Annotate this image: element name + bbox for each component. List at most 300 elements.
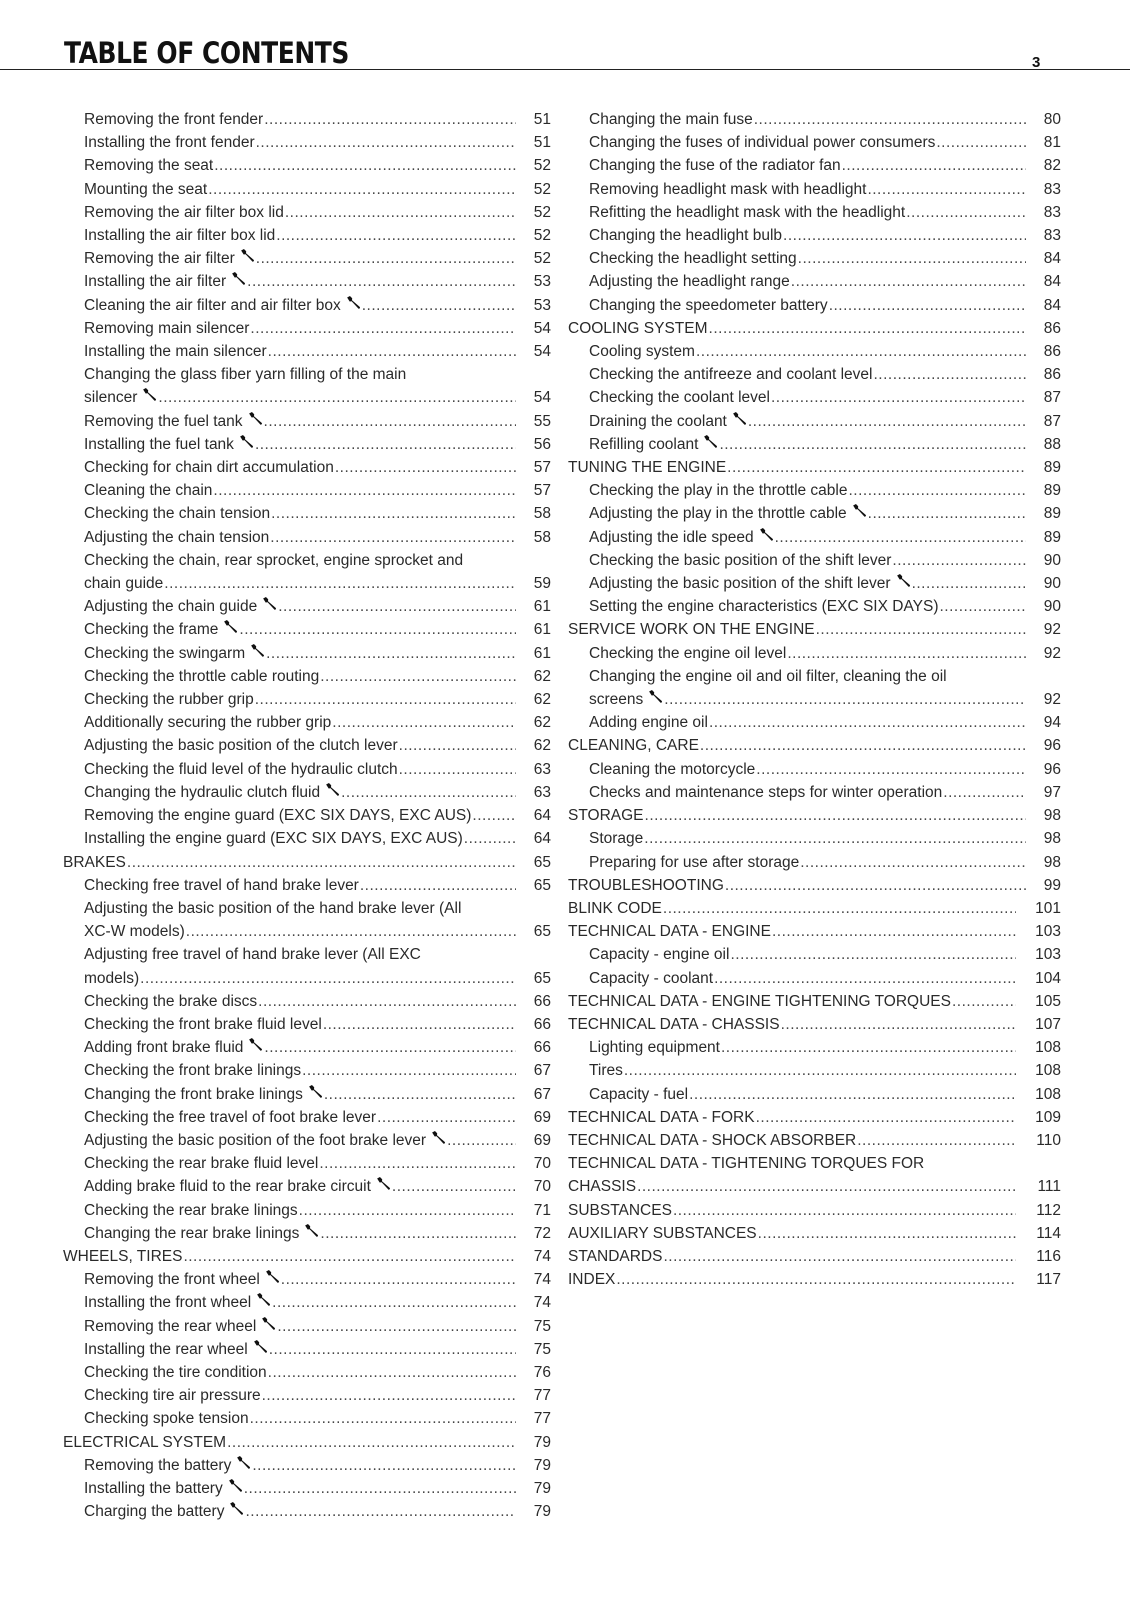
toc-entry[interactable] bbox=[568, 154, 1061, 177]
toc-entry[interactable] bbox=[63, 549, 551, 595]
toc-entry-page: 63 bbox=[533, 760, 551, 778]
dot-leader bbox=[867, 178, 1026, 201]
dot-leader bbox=[227, 1431, 516, 1454]
wrench-icon bbox=[142, 387, 157, 402]
toc-entry-page: 70 bbox=[533, 1178, 551, 1196]
toc-entry[interactable] bbox=[568, 642, 1061, 665]
toc-entry-page: 75 bbox=[533, 1317, 551, 1335]
toc-entry-label: Checking the swingarm bbox=[84, 644, 246, 662]
toc-entry-label: STANDARDS bbox=[568, 1247, 663, 1265]
toc-entry[interactable] bbox=[63, 1036, 551, 1059]
toc-entry-page: 110 bbox=[1036, 1131, 1061, 1149]
page-title: TABLE OF CONTENTS bbox=[64, 36, 349, 70]
dot-leader bbox=[616, 1268, 1016, 1291]
toc-entry[interactable] bbox=[568, 363, 1061, 386]
toc-entry[interactable] bbox=[63, 1222, 551, 1245]
dot-leader bbox=[319, 1152, 516, 1175]
toc-entry-label: Adjusting the chain tension bbox=[84, 528, 270, 546]
toc-entry[interactable] bbox=[568, 1083, 1061, 1106]
toc-entry[interactable] bbox=[63, 1454, 551, 1477]
toc-entry-page: 55 bbox=[533, 412, 551, 430]
toc-section-entry[interactable] bbox=[568, 1245, 1061, 1268]
toc-entry[interactable] bbox=[568, 595, 1061, 618]
wrench-icon bbox=[250, 643, 265, 658]
toc-entry-label-line1: Changing the glass fiber yarn filling of the main bbox=[84, 366, 407, 384]
dot-leader bbox=[787, 642, 1026, 665]
toc-entry-label: Installing the front wheel bbox=[84, 1294, 252, 1312]
toc-entry-label: Mounting the seat bbox=[84, 180, 208, 198]
toc-section-entry[interactable] bbox=[568, 1013, 1061, 1036]
toc-entry-label: Adjusting the basic position of the shift lever bbox=[589, 575, 891, 593]
toc-entry-page: 98 bbox=[1043, 853, 1061, 871]
toc-entry-label: Removing main silencer bbox=[84, 319, 250, 337]
toc-section-entry[interactable] bbox=[568, 920, 1061, 943]
toc-entry[interactable] bbox=[568, 758, 1061, 781]
dot-leader bbox=[912, 572, 1026, 595]
toc-entry[interactable] bbox=[63, 595, 551, 618]
toc-entry-label: SUBSTANCES bbox=[568, 1201, 672, 1219]
toc-entry-page: 52 bbox=[533, 227, 551, 245]
dot-leader bbox=[277, 1315, 516, 1338]
toc-entry-page: 79 bbox=[533, 1479, 551, 1497]
dot-leader bbox=[255, 688, 516, 711]
dot-leader bbox=[258, 990, 516, 1013]
toc-entry[interactable] bbox=[568, 711, 1061, 734]
dot-leader bbox=[791, 270, 1026, 293]
wrench-icon bbox=[229, 1501, 244, 1516]
toc-entry-label: Checking the coolant level bbox=[589, 389, 770, 407]
toc-entry[interactable] bbox=[63, 1500, 551, 1523]
toc-entry[interactable] bbox=[63, 758, 551, 781]
toc-entry[interactable] bbox=[568, 781, 1061, 804]
toc-section-entry[interactable] bbox=[568, 874, 1061, 897]
toc-entry-label: TECHNICAL DATA - ENGINE TIGHTENING TORQUES bbox=[568, 992, 951, 1010]
dot-leader bbox=[320, 1222, 516, 1245]
toc-entry-label: STORAGE bbox=[568, 807, 644, 825]
toc-entry[interactable] bbox=[63, 178, 551, 201]
toc-entry[interactable] bbox=[63, 665, 551, 688]
toc-entry-label: Removing the front fender bbox=[84, 111, 264, 128]
toc-section-entry[interactable] bbox=[568, 1106, 1061, 1129]
dot-leader bbox=[255, 433, 516, 456]
toc-entry[interactable] bbox=[63, 479, 551, 502]
toc-entry-label: ELECTRICAL SYSTEM bbox=[63, 1433, 227, 1451]
dot-leader bbox=[266, 642, 516, 665]
toc-entry-page: 108 bbox=[1035, 1039, 1061, 1057]
wrench-icon bbox=[253, 1339, 268, 1354]
toc-entry[interactable] bbox=[568, 247, 1061, 270]
dot-leader bbox=[285, 201, 516, 224]
toc-entry[interactable] bbox=[568, 851, 1061, 874]
toc-entry[interactable] bbox=[63, 897, 551, 943]
toc-entry-page: 62 bbox=[533, 691, 551, 709]
toc-entry[interactable] bbox=[63, 1268, 551, 1291]
toc-entry[interactable] bbox=[568, 178, 1061, 201]
toc-entry-page: 104 bbox=[1035, 969, 1061, 987]
toc-entry[interactable] bbox=[63, 456, 551, 479]
toc-section-entry[interactable] bbox=[568, 1129, 1061, 1152]
toc-entry-label: Installing the battery bbox=[84, 1479, 223, 1497]
toc-entry-label: Tires bbox=[589, 1062, 623, 1080]
toc-section-entry[interactable] bbox=[568, 734, 1061, 757]
dot-leader bbox=[748, 410, 1026, 433]
toc-entry[interactable] bbox=[63, 270, 551, 293]
dot-leader bbox=[269, 1338, 516, 1361]
toc-entry-page: 51 bbox=[533, 134, 551, 152]
dot-leader bbox=[943, 781, 1026, 804]
toc-entry[interactable] bbox=[63, 294, 551, 317]
toc-entry-label: Checking the rubber grip bbox=[84, 691, 254, 709]
toc-entry-page: 116 bbox=[1036, 1247, 1061, 1265]
dot-leader bbox=[140, 967, 516, 990]
toc-entry[interactable] bbox=[63, 781, 551, 804]
toc-entry[interactable] bbox=[568, 526, 1061, 549]
toc-entry-page: 108 bbox=[1035, 1062, 1061, 1080]
toc-section-entry[interactable] bbox=[63, 1245, 551, 1268]
dot-leader bbox=[250, 1407, 516, 1430]
dot-leader bbox=[392, 1175, 516, 1198]
toc-entry-page: 65 bbox=[533, 876, 551, 894]
toc-entry-label: TECHNICAL DATA - SHOCK ABSORBER bbox=[568, 1131, 857, 1149]
toc-entry-page: 84 bbox=[1043, 296, 1061, 314]
wrench-icon bbox=[703, 434, 718, 449]
toc-section-entry[interactable] bbox=[568, 1268, 1061, 1291]
toc-entry-page: 74 bbox=[533, 1247, 551, 1265]
toc-entry-page: 82 bbox=[1043, 157, 1061, 175]
toc-entry-label: Changing the speedometer battery bbox=[589, 296, 828, 314]
toc-entry-label: models) bbox=[84, 969, 140, 987]
toc-entry-page: 117 bbox=[1036, 1271, 1061, 1289]
toc-entry[interactable] bbox=[63, 502, 551, 525]
toc-entry-label: Checking the headlight setting bbox=[589, 250, 797, 268]
toc-entry-label: Charging the battery bbox=[84, 1503, 225, 1521]
toc-entry-label: Setting the engine characteristics (EXC SIX DAYS) bbox=[589, 598, 939, 616]
dot-leader bbox=[360, 874, 516, 897]
toc-entry-label: screens bbox=[589, 691, 644, 709]
toc-entry[interactable] bbox=[63, 340, 551, 363]
wrench-icon bbox=[325, 782, 340, 797]
dot-leader bbox=[377, 1106, 516, 1129]
toc-entry-label: Checking the chain tension bbox=[84, 505, 271, 523]
dot-leader bbox=[362, 294, 516, 317]
dot-leader bbox=[164, 572, 516, 595]
toc-entry[interactable] bbox=[568, 549, 1061, 572]
toc-entry[interactable] bbox=[63, 201, 551, 224]
dot-leader bbox=[775, 526, 1026, 549]
dot-leader bbox=[637, 1175, 1016, 1198]
dot-leader bbox=[244, 1477, 516, 1500]
toc-entry[interactable] bbox=[568, 502, 1061, 525]
toc-entry[interactable] bbox=[568, 433, 1061, 456]
toc-entry[interactable] bbox=[63, 1384, 551, 1407]
toc-entry-label: BRAKES bbox=[63, 853, 126, 871]
wrench-icon bbox=[261, 1316, 276, 1331]
toc-entry[interactable] bbox=[568, 943, 1061, 966]
dot-leader bbox=[281, 1268, 516, 1291]
dot-leader bbox=[341, 781, 516, 804]
dot-leader bbox=[756, 758, 1026, 781]
dot-leader bbox=[798, 247, 1026, 270]
toc-entry[interactable] bbox=[568, 201, 1061, 224]
toc-entry[interactable] bbox=[63, 688, 551, 711]
toc-section-entry[interactable] bbox=[568, 897, 1061, 920]
toc-entry[interactable] bbox=[63, 827, 551, 850]
toc-entry[interactable] bbox=[63, 1013, 551, 1036]
toc-entry-label: Checking the free travel of foot brake lever bbox=[84, 1108, 377, 1126]
toc-entry-page: 56 bbox=[533, 435, 551, 453]
toc-entry[interactable] bbox=[568, 479, 1061, 502]
toc-entry-page: 103 bbox=[1035, 946, 1061, 964]
toc-entry[interactable] bbox=[63, 526, 551, 549]
toc-section-entry[interactable] bbox=[568, 1199, 1061, 1222]
toc-entry-label: Installing the air filter bbox=[84, 273, 227, 291]
toc-entry[interactable] bbox=[568, 1036, 1061, 1059]
toc-entry[interactable] bbox=[568, 967, 1061, 990]
toc-entry-page: 59 bbox=[533, 575, 551, 593]
dot-leader bbox=[264, 1036, 516, 1059]
toc-entry[interactable] bbox=[63, 1152, 551, 1175]
toc-section-entry[interactable] bbox=[568, 618, 1061, 641]
dot-leader bbox=[183, 1245, 516, 1268]
toc-entry[interactable] bbox=[63, 1361, 551, 1384]
toc-entry-label: Checking the rear brake linings bbox=[84, 1201, 298, 1219]
toc-entry[interactable] bbox=[63, 1407, 551, 1430]
toc-entry-page: 69 bbox=[533, 1108, 551, 1126]
toc-entry-label: AUXILIARY SUBSTANCES bbox=[568, 1224, 757, 1242]
wrench-icon bbox=[732, 411, 747, 426]
toc-entry[interactable] bbox=[63, 154, 551, 177]
toc-entry-label: silencer bbox=[84, 389, 138, 407]
toc-entry-page: 57 bbox=[533, 459, 551, 477]
dot-leader bbox=[278, 595, 516, 618]
dot-leader bbox=[239, 618, 516, 641]
toc-entry-label: CHASSIS bbox=[568, 1178, 637, 1196]
toc-entry-label: Checking spoke tension bbox=[84, 1410, 249, 1428]
toc-entry-label: Adjusting the basic position of the clutch lever bbox=[84, 737, 398, 755]
toc-entry-label: Cooling system bbox=[589, 343, 695, 361]
toc-entry-label: Capacity - coolant bbox=[589, 969, 714, 987]
toc-entry-page: 54 bbox=[533, 343, 551, 361]
toc-entry[interactable] bbox=[568, 108, 1061, 131]
dot-leader bbox=[272, 1291, 516, 1314]
toc-entry-page: 52 bbox=[533, 203, 551, 221]
toc-section-entry[interactable] bbox=[568, 1152, 1061, 1198]
toc-entry-page: 54 bbox=[533, 389, 551, 407]
toc-entry[interactable] bbox=[63, 990, 551, 1013]
toc-entry-label: Changing the main fuse bbox=[589, 111, 753, 128]
toc-entry-page: 65 bbox=[533, 853, 551, 871]
toc-entry-label: Lighting equipment bbox=[589, 1039, 720, 1057]
toc-entry[interactable] bbox=[63, 433, 551, 456]
dot-leader bbox=[247, 270, 516, 293]
toc-entry-label: Checking the front brake fluid level bbox=[84, 1015, 322, 1033]
toc-entry-page: 90 bbox=[1043, 575, 1061, 593]
toc-section-entry[interactable] bbox=[568, 1222, 1061, 1245]
toc-entry-page: 76 bbox=[533, 1363, 551, 1381]
dot-leader bbox=[663, 897, 1016, 920]
toc-entry-label: Installing the main silencer bbox=[84, 343, 267, 361]
wrench-icon bbox=[231, 271, 246, 286]
toc-entry[interactable] bbox=[568, 386, 1061, 409]
toc-section-entry[interactable] bbox=[568, 804, 1061, 827]
toc-entry-label: Changing the headlight bulb bbox=[589, 227, 783, 245]
toc-entry-page: 70 bbox=[533, 1155, 551, 1173]
toc-entry[interactable] bbox=[63, 1106, 551, 1129]
toc-entry-page: 109 bbox=[1035, 1108, 1061, 1126]
wrench-icon bbox=[759, 527, 774, 542]
toc-entry-page: 51 bbox=[533, 111, 551, 128]
toc-entry[interactable] bbox=[63, 1083, 551, 1106]
toc-entry-label-line1: TECHNICAL DATA - TIGHTENING TORQUES FOR bbox=[568, 1155, 925, 1173]
toc-entry-page: 89 bbox=[1043, 505, 1061, 523]
dot-leader bbox=[849, 479, 1027, 502]
dot-leader bbox=[271, 502, 516, 525]
toc-entry[interactable] bbox=[63, 711, 551, 734]
toc-entry[interactable] bbox=[63, 224, 551, 247]
dot-leader bbox=[939, 595, 1026, 618]
toc-entry-label: Checking tire air pressure bbox=[84, 1387, 261, 1405]
toc-entry-label: Removing the seat bbox=[84, 157, 214, 175]
toc-section-entry[interactable] bbox=[63, 851, 551, 874]
toc-section-entry[interactable] bbox=[63, 1431, 551, 1454]
toc-entry[interactable] bbox=[63, 247, 551, 270]
toc-entry[interactable] bbox=[63, 1291, 551, 1314]
toc-entry-label: Checking the antifreeze and coolant level bbox=[589, 366, 873, 384]
toc-entry-label: Adding front brake fluid bbox=[84, 1039, 244, 1057]
dot-leader bbox=[324, 1083, 516, 1106]
toc-entry-label: Refilling coolant bbox=[589, 435, 699, 453]
wrench-icon bbox=[376, 1176, 391, 1191]
toc-entry[interactable] bbox=[63, 1175, 551, 1198]
toc-entry[interactable] bbox=[63, 410, 551, 433]
toc-entry-label: Checking the basic position of the shift lever bbox=[589, 551, 892, 569]
toc-entry-label: Removing the engine guard (EXC SIX DAYS, EXC AUS) bbox=[84, 807, 472, 825]
toc-entry-page: 74 bbox=[533, 1271, 551, 1289]
toc-section-entry[interactable] bbox=[568, 456, 1061, 479]
toc-entry-label: Adjusting the idle speed bbox=[589, 528, 754, 546]
toc-entry-page: 81 bbox=[1043, 134, 1061, 152]
toc-entry-page: 71 bbox=[533, 1201, 551, 1219]
wrench-icon bbox=[239, 434, 254, 449]
toc-entry-label-line1: Adjusting free travel of hand brake lever (All EXC bbox=[84, 946, 421, 964]
toc-entry-label: Removing the rear wheel bbox=[84, 1317, 257, 1335]
dot-leader bbox=[335, 456, 516, 479]
toc-entry-page: 89 bbox=[1043, 482, 1061, 500]
toc-entry-page: 97 bbox=[1043, 783, 1061, 801]
toc-section-entry[interactable] bbox=[568, 317, 1061, 340]
toc-entry[interactable] bbox=[63, 618, 551, 641]
toc-entry[interactable] bbox=[63, 642, 551, 665]
toc-entry-label: Checking the brake discs bbox=[84, 992, 258, 1010]
toc-entry[interactable] bbox=[568, 270, 1061, 293]
toc-entry-page: 61 bbox=[533, 621, 551, 639]
toc-entry[interactable] bbox=[63, 1059, 551, 1082]
toc-entry-page: 52 bbox=[533, 250, 551, 268]
toc-entry[interactable] bbox=[568, 572, 1061, 595]
dot-leader bbox=[673, 1199, 1016, 1222]
toc-entry-page: 84 bbox=[1043, 250, 1061, 268]
toc-entry[interactable] bbox=[63, 943, 551, 989]
toc-entry-label: BLINK CODE bbox=[568, 899, 662, 917]
dot-leader bbox=[270, 526, 516, 549]
toc-right-column bbox=[568, 108, 1061, 1291]
toc-entry[interactable] bbox=[63, 1129, 551, 1152]
dot-leader bbox=[730, 943, 1016, 966]
wrench-icon bbox=[896, 573, 911, 588]
toc-entry-page: 64 bbox=[533, 830, 551, 848]
dot-leader bbox=[252, 1454, 516, 1477]
toc-entry[interactable] bbox=[568, 665, 1061, 711]
wrench-icon bbox=[262, 596, 277, 611]
dot-leader bbox=[829, 294, 1026, 317]
toc-entry[interactable] bbox=[63, 734, 551, 757]
toc-entry-page: 83 bbox=[1043, 227, 1061, 245]
toc-entry-label: TECHNICAL DATA - FORK bbox=[568, 1108, 755, 1126]
toc-entry[interactable] bbox=[568, 827, 1061, 850]
toc-entry-page: 66 bbox=[533, 1015, 551, 1033]
toc-entry[interactable] bbox=[63, 363, 551, 409]
toc-entry[interactable] bbox=[63, 317, 551, 340]
toc-entry[interactable] bbox=[63, 1199, 551, 1222]
toc-entry[interactable] bbox=[568, 224, 1061, 247]
toc-entry-label: Adjusting the basic position of the foot brake lever bbox=[84, 1131, 427, 1149]
toc-entry-page: 72 bbox=[533, 1224, 551, 1242]
toc-entry-label-line1: Changing the engine oil and oil filter, cleaning the oil bbox=[589, 667, 947, 685]
toc-entry-page: 112 bbox=[1036, 1201, 1061, 1219]
toc-entry[interactable] bbox=[63, 1338, 551, 1361]
toc-section-entry[interactable] bbox=[568, 990, 1061, 1013]
toc-entry[interactable] bbox=[568, 1059, 1061, 1082]
toc-entry-label: Removing the battery bbox=[84, 1456, 232, 1474]
toc-entry[interactable] bbox=[568, 410, 1061, 433]
toc-entry-label: Adding brake fluid to the rear brake circuit bbox=[84, 1178, 371, 1196]
toc-entry-label: Installing the engine guard (EXC SIX DAYS, EXC AUS) bbox=[84, 830, 463, 848]
toc-entry-label-line1: Adjusting the basic position of the hand brake lever (All bbox=[84, 899, 462, 917]
dot-leader bbox=[663, 1245, 1016, 1268]
toc-entry-page: 77 bbox=[533, 1387, 551, 1405]
wrench-icon bbox=[431, 1130, 446, 1145]
toc-entry[interactable] bbox=[63, 874, 551, 897]
dot-leader bbox=[781, 1013, 1016, 1036]
toc-entry[interactable] bbox=[63, 108, 551, 131]
toc-entry[interactable] bbox=[568, 294, 1061, 317]
toc-entry[interactable] bbox=[568, 340, 1061, 363]
toc-entry-page: 65 bbox=[533, 923, 551, 941]
toc-entry-page: 62 bbox=[533, 667, 551, 685]
toc-entry[interactable] bbox=[63, 1477, 551, 1500]
toc-entry-page: 52 bbox=[533, 157, 551, 175]
toc-entry-label: Storage bbox=[589, 830, 644, 848]
toc-entry-page: 62 bbox=[533, 714, 551, 732]
toc-entry[interactable] bbox=[63, 1315, 551, 1338]
wrench-icon bbox=[346, 295, 361, 310]
toc-entry[interactable] bbox=[568, 131, 1061, 154]
dot-leader bbox=[447, 1129, 516, 1152]
toc-entry-page: 99 bbox=[1043, 876, 1061, 894]
toc-entry[interactable] bbox=[63, 131, 551, 154]
dot-leader bbox=[721, 1036, 1016, 1059]
toc-entry[interactable] bbox=[63, 804, 551, 827]
dot-leader bbox=[264, 410, 516, 433]
dot-leader bbox=[714, 967, 1016, 990]
dot-leader bbox=[868, 502, 1026, 525]
wrench-icon bbox=[248, 411, 263, 426]
dot-leader bbox=[127, 851, 516, 874]
toc-entry-label: Adding engine oil bbox=[589, 714, 708, 732]
dot-leader bbox=[464, 827, 516, 850]
dot-leader bbox=[696, 340, 1026, 363]
toc-entry-label: Removing the air filter bbox=[84, 250, 235, 268]
